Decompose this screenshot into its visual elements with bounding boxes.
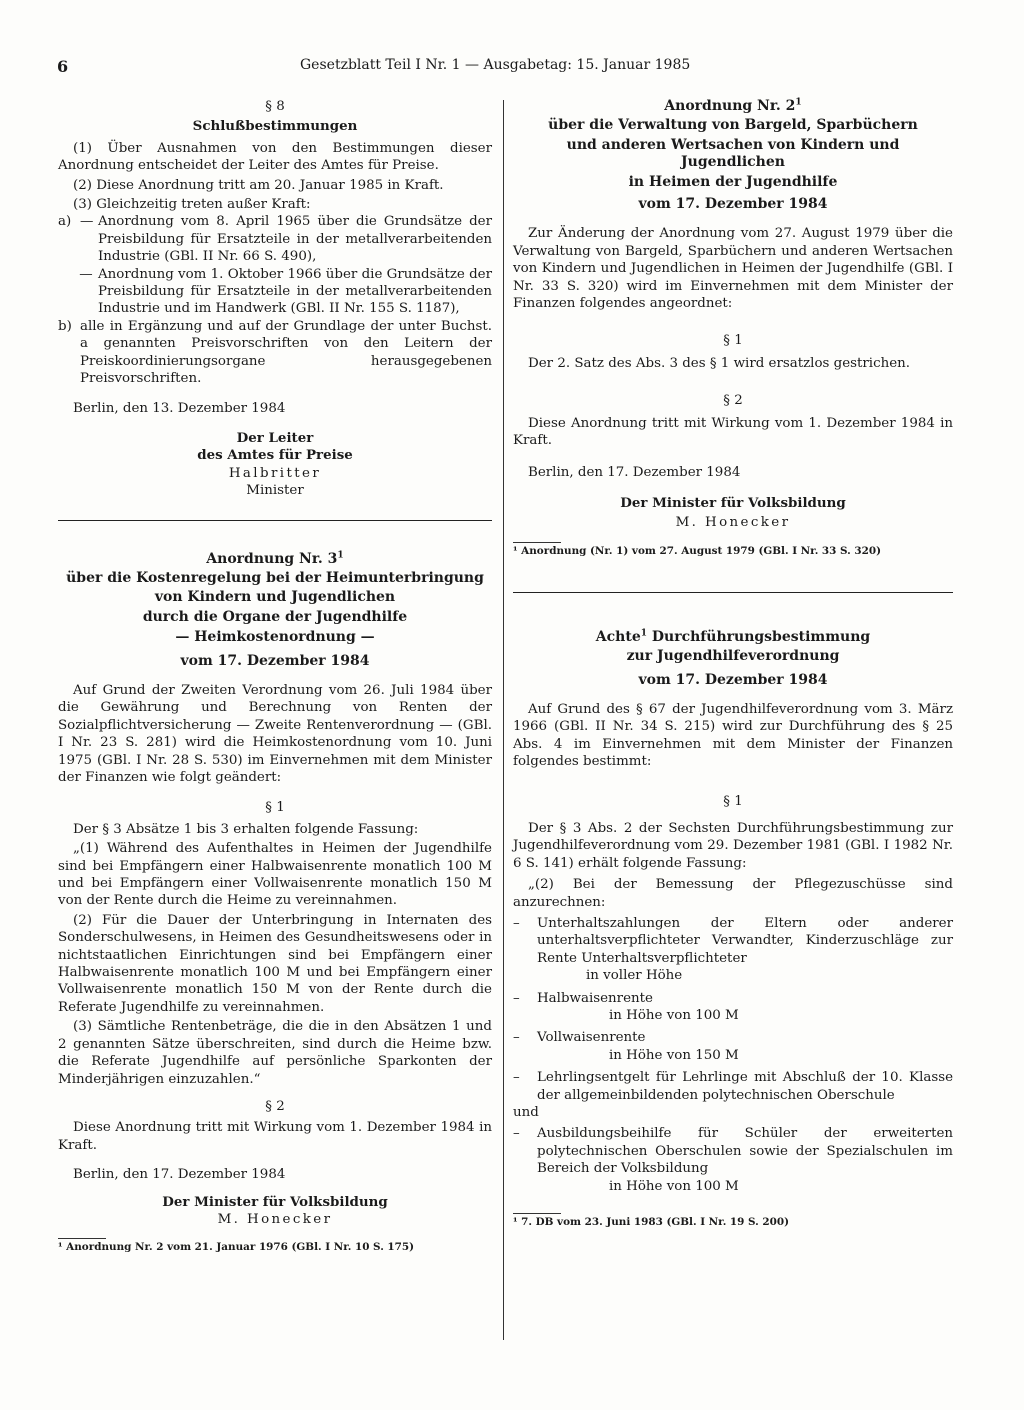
list-text: Halbwaisenrente — [537, 990, 653, 1006]
heading-date: vom 17. Dezember 1984 — [638, 671, 828, 688]
left-column — [58, 98, 492, 1254]
signature-title: Der Minister für Volksbildung — [162, 1193, 388, 1210]
place-date: Berlin, den 17. Dezember 1984 — [73, 1167, 286, 1183]
paragraph: (2) Diese Anordnung tritt am 20. Januar 1985 in Kraft. — [73, 177, 444, 193]
list-dash: – — [513, 1126, 520, 1142]
heading: von Kindern und Jugendlichen — [154, 589, 396, 606]
section-8-final-provisions — [58, 98, 492, 500]
paragraph: (3) Gleichzeitig treten außer Kraft: — [73, 197, 311, 213]
signatory-role: Minister — [246, 483, 304, 499]
signature-title: Der Minister für Volksbildung — [620, 494, 846, 511]
list-item — [58, 213, 492, 265]
footnote: ¹ 7. DB vom 23. Juni 1983 (GBl. I Nr. 19 S. 200) — [513, 1216, 789, 1229]
section-number: § 1 — [723, 333, 743, 349]
footnote-rule — [513, 1213, 561, 1214]
list-dash: – — [513, 1030, 520, 1046]
conjunction: und — [513, 1105, 539, 1121]
place-date: Berlin, den 17. Dezember 1984 — [528, 464, 741, 480]
signature-title: Der Leiter — [236, 429, 314, 446]
list-text: Vollwaisenrente — [537, 1030, 646, 1046]
paragraph: Zur Änderung der Anordnung vom 27. August 1979 über die Verwaltung von Bargeld, Sparbüchern und anderen Wertsachen von Kindern und Jugendlichen in Heimen der Jugendhilfe (GBl. I Nr. 33 S. 320) wird im Einvernehmen mit dem Minister der Finanzen folgendes angeordnet: — [513, 226, 953, 312]
signatory-name: Halbritter — [228, 465, 322, 481]
paragraph: Der § 3 Abs. 2 der Sechsten Durchführungsbestimmung zur Jugendhilfeverordnung vom 29. Dezember 1981 (GBl. I 1982 Nr. 6 S. 141) erhält folgende Fassung: — [513, 820, 953, 871]
paragraph: (3) Sämtliche Rentenbeträge, die die in den Absätzen 1 und 2 genannten Sätze überschreiten, sind durch die Heime bzw. die Referate Jugendhilfe auf persönliche Sparkonten der Minderjährigen einzuzahlen.“ — [58, 1019, 492, 1087]
amount-value: in Höhe von 100 M — [609, 1008, 739, 1024]
heading: zur Jugendhilfeverordnung — [626, 648, 840, 665]
list-item — [513, 915, 953, 967]
paragraph: Auf Grund der Zweiten Verordnung vom 26. Juli 1984 über die Gewährung und Berechnung von Renten der Sozialpflichtversicherung — Zweite Rentenverordnung — (GBl. I Nr. 23 S. 281) wird die Heimkostenordnung vom 10. Juni 1975 (GBl. I Nr. 28 S. 530) im Einvernehmen mit dem Minister der Finanzen wie folgt geändert: — [58, 682, 492, 785]
achte-durchfuehrungsbestimmung — [513, 629, 953, 1229]
section-number: § 1 — [265, 800, 285, 816]
section-number: § 2 — [265, 1098, 285, 1114]
section-number: § 1 — [723, 793, 743, 809]
list-item — [513, 1069, 953, 1104]
heading: — Heimkostenordnung — — [175, 629, 375, 646]
list-text: Unterhaltszahlungen der Eltern oder anderer unterhaltsverpflichteter Verwandter, Kinderzuschläge zur Rente Unterhaltsverpflichteter — [537, 916, 953, 966]
paragraph: Diese Anordnung tritt mit Wirkung vom 1. Dezember 1984 in Kraft. — [58, 1120, 492, 1153]
heading: und anderen Wertsachen von Kindern und Jugendlichen — [566, 136, 900, 171]
heading-date: vom 17. Dezember 1984 — [180, 652, 370, 669]
section-title: Schlußbestimmungen — [192, 118, 358, 135]
list-marker: a) — [58, 214, 72, 230]
list-item — [58, 266, 492, 318]
section-number: § 2 — [723, 393, 743, 409]
list-dash: – — [513, 916, 520, 931]
heading: über die Kostenregelung bei der Heimunterbringung — [66, 569, 484, 586]
column-divider — [503, 100, 504, 1340]
signatory-name: M. Honecker — [675, 515, 791, 531]
list-dash: – — [513, 990, 520, 1006]
section-rule — [513, 592, 953, 593]
paragraph: (2) Für die Dauer der Unterbringung in Internaten des Sonderschulwesens, in Heimen des Gesundheitswesens oder in nichtstaatlichen Einrichtungen sind bei Empfängern einer Halbwaisenrente monatlich 100 M und bei Empfängern einer Vollwaisenrente monatlich 150 M von der Rente durch die Referate Jugendhilfe zu vereinnahmen. — [58, 912, 492, 1015]
amount-value: in Höhe von 100 M — [609, 1178, 739, 1194]
paragraph: „(1) Während des Aufenthaltes in Heimen der Jugendhilfe sind bei Empfängern einer Halbwaisenrente monatlich 100 M und bei Empfängern einer Vollwaisenrente monatlich 150 M von der Rente durch die Heime zu vereinnahmen. — [58, 841, 492, 909]
paragraph: Diese Anordnung tritt mit Wirkung vom 1. Dezember 1984 in Kraft. — [513, 415, 953, 449]
list-marker: b) — [58, 318, 72, 334]
footnote: ¹ Anordnung Nr. 2 vom 21. Januar 1976 (GBl. I Nr. 10 S. 175) — [58, 1241, 415, 1254]
anordnung-2 — [513, 98, 953, 558]
heading: über die Verwaltung von Bargeld, Sparbüchern — [548, 117, 918, 134]
right-column — [513, 98, 953, 1229]
list-text: Ausbildungsbeihilfe für Schüler der erweiterten polytechnischen Oberschulen sowie der Spezialschulen im Bereich der Volksbildung — [537, 1126, 953, 1177]
signature-title: des Amtes für Preise — [197, 447, 353, 464]
heading: durch die Organe der Jugendhilfe — [142, 608, 408, 625]
paragraph: Auf Grund des § 67 der Jugendhilfeverordnung vom 3. März 1966 (GBl. II Nr. 34 S. 215) wird zur Durchführung des § 25 Abs. 4 im Einvernehmen mit dem Minister der Finanzen folgendes bestimmt: — [513, 701, 953, 770]
heading: Anordnung Nr. $3^1$ — [206, 549, 344, 567]
list-dash: — — [58, 266, 93, 282]
list-text: Anordnung vom 8. April 1965 über die Grundsätze der Preisbildung für Ersatzteile in der metallverarbeitenden Industrie (GBl. II Nr. 66 S. 490), — [98, 214, 492, 265]
list-item — [513, 990, 953, 1007]
heading: Achte$^1$ Durchführungsbestimmung — [595, 628, 871, 645]
section-number: § 8 — [265, 99, 285, 114]
list-dash: – — [513, 1070, 520, 1086]
list-text: alle in Ergänzung und auf der Grundlage der unter Buchst. a genannten Preisvorschriften von den Leitern der Preiskoordinierungsorgane herausgegebenen Preisvorschriften. — [80, 318, 492, 387]
section-rule — [58, 520, 492, 521]
running-head: Gesetzblatt Teil I Nr. 1 — Ausgabetag: 15. Januar 1985 — [300, 57, 691, 73]
amount-value: in voller Höhe — [586, 968, 683, 984]
list-item — [58, 318, 492, 388]
paragraph: Der 2. Satz des Abs. 3 des § 1 wird ersatzlos gestrichen. — [528, 355, 911, 371]
signatory-name: M. Honecker — [217, 1211, 333, 1227]
heading-date: vom 17. Dezember 1984 — [638, 196, 828, 213]
paragraph: „(2) Bei der Bemessung der Pflegezuschüsse sind anzurechnen: — [513, 877, 953, 910]
amount-value: in Höhe von 150 M — [609, 1047, 739, 1063]
list-item — [513, 1125, 953, 1177]
anordnung-3 — [58, 551, 492, 1255]
paragraph: (1) Über Ausnahmen von den Bestimmungen dieser Anordnung entscheidet der Leiter des Amtes für Preise. — [58, 140, 492, 174]
heading: in Heimen der Jugendhilfe — [628, 173, 838, 190]
list-text: Lehrlingsentgelt für Lehrlinge mit Abschluß der 10. Klasse der allgemeinbildenden polytechnischen Oberschule — [537, 1070, 953, 1103]
heading: Anordnung Nr. $2^1$ — [664, 97, 802, 114]
list-item — [513, 1029, 953, 1046]
page-number: 6 — [57, 57, 69, 76]
list-dash: — — [80, 214, 94, 230]
footnote: ¹ Anordnung (Nr. 1) vom 27. August 1979 (GBl. I Nr. 33 S. 320) — [513, 544, 881, 557]
place-date: Berlin, den 13. Dezember 1984 — [73, 400, 286, 416]
paragraph: Der § 3 Absätze 1 bis 3 erhalten folgende Fassung: — [73, 821, 419, 837]
list-text: Anordnung vom 1. Oktober 1966 über die Grundsätze der Preisbildung für Ersatzteile in der metallverarbeitenden Industrie und im Handwerk (GBl. II Nr. 155 S. 1187), — [98, 266, 492, 317]
footnote-rule — [513, 542, 561, 543]
footnote-rule — [58, 1238, 106, 1239]
